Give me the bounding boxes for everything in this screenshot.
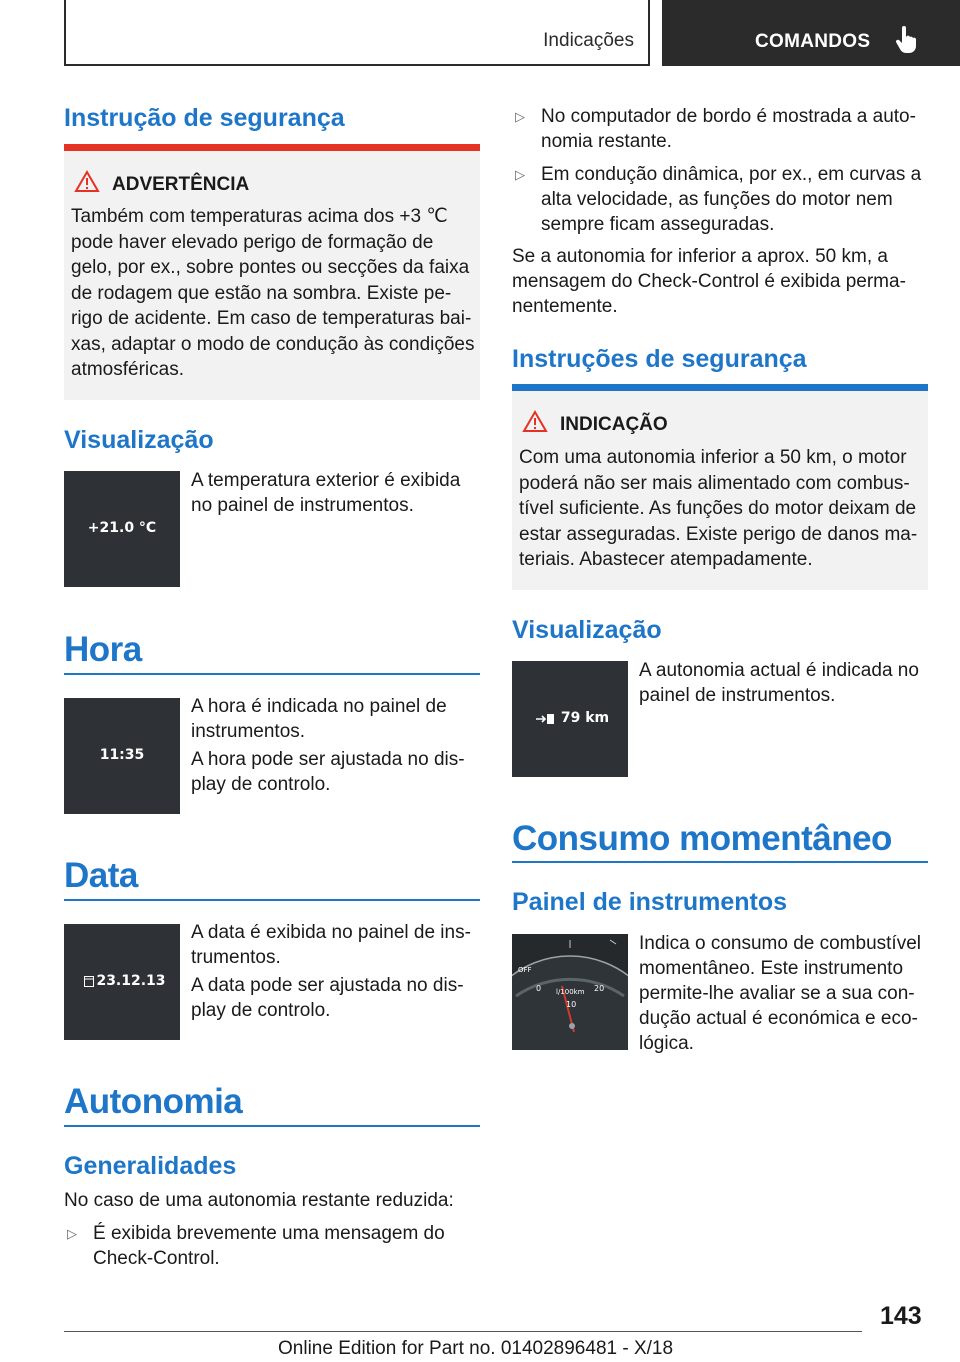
temperature-display-image — [64, 471, 180, 587]
text-line: nentemente. — [512, 296, 618, 317]
warning-line: rigo de acidente. Em caso de temperaturas bai‐ — [71, 308, 472, 329]
text-line: lógica. — [639, 1033, 694, 1054]
header-section-tab — [64, 0, 650, 66]
text-line: play de controlo. — [191, 774, 331, 795]
text-line: A data pode ser ajustada no dis‐ — [191, 975, 464, 996]
notice-line: Com uma autonomia inferior a 50 km, o motor — [519, 447, 907, 468]
text-line: Indica o consumo de combustível — [639, 933, 921, 954]
painel-description — [639, 931, 929, 1056]
date-display-image — [64, 924, 180, 1040]
warning-box — [64, 144, 480, 400]
bullet-triangle-icon: ▷ — [515, 167, 525, 182]
text-line: play de controlo. — [191, 1000, 331, 1021]
list-item — [512, 104, 928, 154]
page-number: 143 — [880, 1302, 922, 1330]
hand-pointer-icon — [896, 26, 918, 54]
text-line: Em condução dinâmica, por ex., em curvas a — [541, 164, 922, 185]
warning-line: gelo, por ex., sobre pontes ou secções da faixa — [71, 257, 470, 278]
temperature-readout: +21.0 °C — [87, 520, 157, 536]
warning-line: Também com temperaturas acima dos +3 ℃ — [71, 206, 448, 227]
safety-heading: Instruções de segurança — [512, 345, 807, 373]
text-line: É exibida brevemente uma mensagem do — [93, 1223, 445, 1244]
autonomia-rule — [64, 1125, 480, 1127]
text-line: permite-lhe avaliar se a sua con‐ — [639, 983, 915, 1004]
warning-bar — [64, 144, 480, 151]
safety-heading: Instrução de segurança — [64, 104, 345, 132]
text-line: momentâneo. Este instrumento — [639, 958, 904, 979]
text-line: A hora é indicada no painel de — [191, 696, 447, 717]
footer-rule — [64, 1331, 862, 1332]
text-line: A temperatura exterior é exibida — [191, 470, 461, 491]
consumo-heading: Consumo momentâneo — [512, 819, 892, 858]
warning-text — [71, 204, 475, 383]
hora-heading: Hora — [64, 630, 142, 669]
text-line: A hora pode ser ajustada no dis‐ — [191, 749, 465, 770]
text-line: trumentos. — [191, 947, 281, 968]
clock-readout: 11:35 — [99, 747, 145, 763]
text-line: nomia restante. — [541, 131, 672, 152]
text-line: Se a autonomia for inferior a aprox. 50 km, a — [512, 246, 888, 267]
consumption-gauge-image — [512, 934, 628, 1050]
warning-line: de rodagem que estão na sombra. Existe pe‐ — [71, 282, 452, 304]
range-description — [639, 658, 929, 708]
text-line: mensagem do Check-Control é exibida perma‐ — [512, 271, 906, 292]
data-description — [191, 920, 481, 1023]
data-heading: Data — [64, 856, 138, 895]
notice-line: teriais. Abastecer atempadamente. — [519, 549, 813, 570]
data-rule — [64, 899, 480, 901]
list-item — [512, 162, 928, 237]
autonomia-paragraph — [512, 244, 928, 319]
text-line: A data é exibida no painel de ins‐ — [191, 922, 471, 943]
warning-title: ADVERTÊNCIA — [112, 174, 250, 195]
header-chapter-label: COMANDOS — [755, 31, 871, 52]
text-line: dução actual é económica e eco‐ — [639, 1008, 918, 1029]
range-readout: 79 km — [560, 710, 610, 726]
gauge-label: l/100km — [556, 988, 585, 996]
date-readout: 23.12.13 — [96, 973, 166, 989]
notice-line: estar asseguradas. Existe perigo de danos ma‐ — [519, 523, 918, 545]
bullet-triangle-icon: ▷ — [67, 1226, 77, 1241]
consumo-rule — [512, 861, 928, 863]
text-line: alta velocidade, as funções do motor nem — [541, 189, 893, 210]
warning-line: atmosféricas. — [71, 359, 184, 380]
clock-display-image — [64, 698, 180, 814]
warning-triangle-icon — [74, 170, 100, 193]
painel-heading: Painel de instrumentos — [512, 888, 788, 916]
notice-line: tível suficiente. As funções do motor deixam de — [519, 498, 917, 519]
bullet-triangle-icon: ▷ — [515, 109, 525, 124]
text-line: painel de instrumentos. — [639, 685, 836, 706]
notice-title: INDICAÇÃO — [560, 414, 668, 435]
notice-text — [519, 445, 923, 573]
gauge-label: OFF — [518, 966, 532, 974]
list-item — [64, 1221, 480, 1271]
gauge-label: 0 — [536, 984, 542, 993]
text-line: A autonomia actual é indicada no — [639, 660, 919, 681]
notice-line: poderá não ser mais alimentado com combus‐ — [519, 472, 910, 494]
warning-triangle-icon — [522, 410, 548, 433]
display-heading: Visualização — [64, 426, 214, 454]
text-line: sempre ficam asseguradas. — [541, 214, 775, 235]
footer-edition: Online Edition for Part no. 01402896481 - X/18 — [278, 1338, 674, 1359]
range-display-image — [512, 661, 628, 777]
text-line: No computador de bordo é mostrada a auto‐ — [541, 106, 916, 127]
display-heading: Visualização — [512, 616, 662, 644]
notice-bar — [512, 384, 928, 391]
gauge-label: 10 — [566, 1000, 577, 1009]
header-chapter-tab — [662, 0, 960, 66]
generalidades-heading: Generalidades — [64, 1152, 237, 1180]
warning-line: pode haver elevado perigo de formação de — [71, 231, 434, 253]
text-line: instrumentos. — [191, 721, 306, 742]
temperature-description — [191, 468, 481, 518]
header-section-label: Indicações — [543, 30, 634, 51]
notice-box — [512, 384, 928, 590]
gauge-label: 20 — [594, 984, 605, 993]
generalidades-intro: No caso de uma autonomia restante reduzida: — [64, 1190, 454, 1211]
warning-line: xas, adaptar o modo de condução às condições — [71, 333, 475, 355]
hora-description — [191, 694, 481, 797]
hora-rule — [64, 673, 480, 675]
autonomia-heading: Autonomia — [64, 1082, 243, 1121]
text-line: Check-Control. — [93, 1248, 220, 1269]
text-line: no painel de instrumentos. — [191, 495, 414, 516]
